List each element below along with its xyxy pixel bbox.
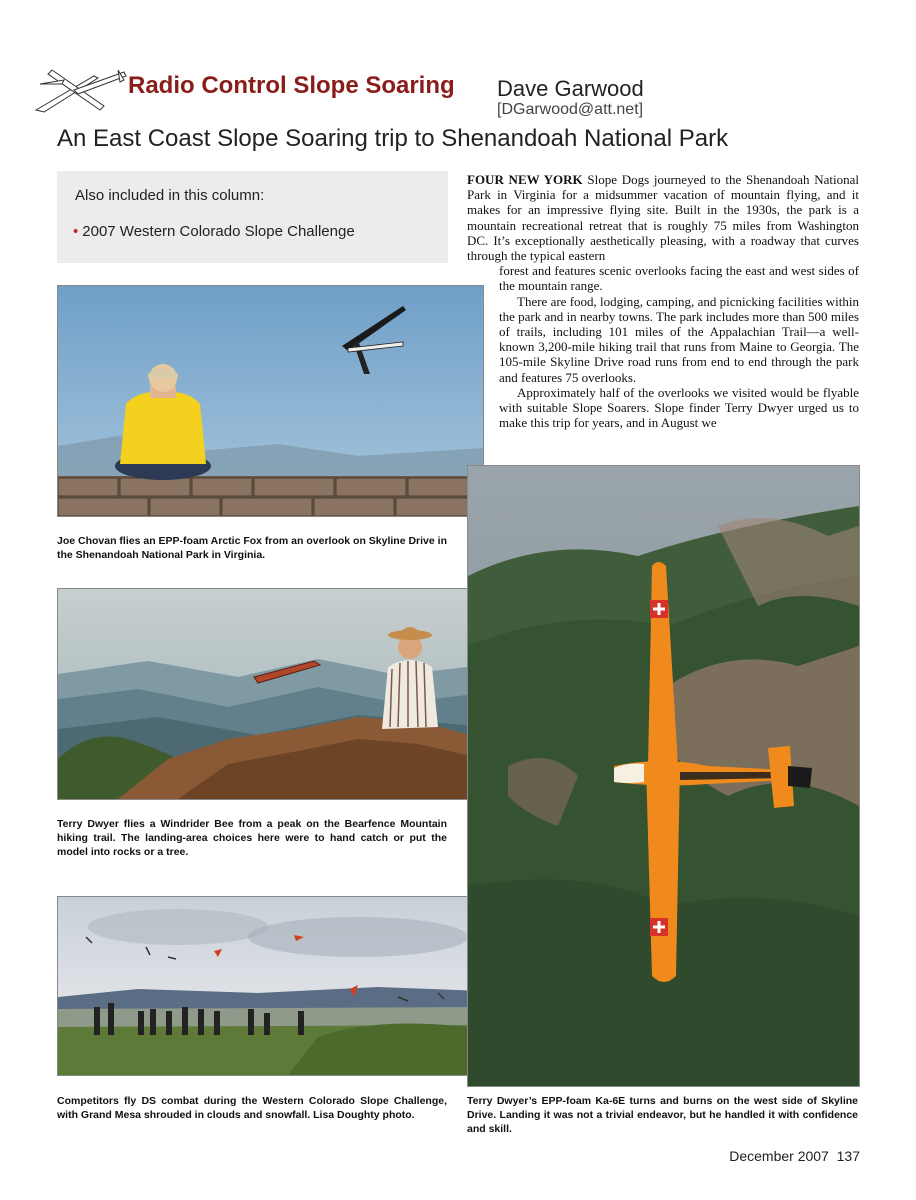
also-included-item bbox=[73, 223, 355, 240]
also-included-heading: Also included in this column: bbox=[75, 187, 265, 204]
issue-date: December 2007 bbox=[729, 1148, 829, 1164]
column-title: Radio Control Slope Soaring bbox=[128, 72, 455, 99]
article-indented-column bbox=[467, 263, 859, 430]
page-footer bbox=[729, 1148, 860, 1164]
photo-bearfence-windrider-bee bbox=[57, 588, 485, 800]
photo-ka6e-glider bbox=[467, 465, 860, 1087]
caption-photo-3: Competitors fly DS combat during the Western Colorado Slope Challenge, with Grand Mesa shrouded in clouds and snowfall. Lisa Doughty photo. bbox=[57, 1095, 447, 1121]
article-paragraph-2: There are food, lodging, camping, and picnicking facilities within the park and in nearby towns. The park includes more than 500 miles of trails, including 101 miles of the Appalachian Trail—a well-known 3,200-mile hiking trail that runs from Maine to Georgia. The 105-mile Skyline Drive road runs from end to end through the park and features 75 overlooks. bbox=[499, 293, 859, 385]
photo-overlook-arctic-fox bbox=[57, 285, 484, 517]
article-paragraph-1-intro: Slope Dogs journeyed to the Shenandoah National Park in Virginia for a midsummer vacation of mountain flying, and it makes for an impressive flying site. Built in the 1930s, the park is a mountain recreational retreat that is roughly 75 miles from Washington DC. It’s exceptionally aesthetically pleasing, with a roadway that curves through the typical eastern bbox=[467, 172, 860, 264]
caption-photo-2: Terry Dwyer flies a Windrider Bee from a peak on the Bearfence Mountain hiking trail. The landing-area choices here were to hand catch or put the model into rocks or a tree. bbox=[57, 818, 447, 858]
glider-logo-icon bbox=[34, 66, 128, 120]
article-paragraph-1-rest: forest and features scenic overlooks facing the east and west sides of the mountain range. bbox=[499, 263, 859, 294]
article-paragraph-1 bbox=[467, 172, 859, 263]
author-name: Dave Garwood bbox=[497, 76, 644, 101]
bullet-icon: • bbox=[73, 223, 79, 240]
caption-photo-4: Terry Dwyer’s EPP-foam Ka-6E turns and burns on the west side of Skyline Drive. Landing it was not a trivial endeavor, but he handled it with confidence and skill. bbox=[467, 1095, 858, 1135]
also-included-box bbox=[57, 171, 448, 263]
article-body bbox=[467, 172, 859, 430]
photo-colorado-ds-combat bbox=[57, 896, 485, 1076]
author-email: [DGarwood@att.net] bbox=[497, 101, 644, 118]
article-lead: FOUR NEW YORK bbox=[467, 172, 583, 187]
article-headline: An East Coast Slope Soaring trip to Shenandoah National Park bbox=[57, 125, 729, 152]
page-number: 137 bbox=[836, 1148, 860, 1164]
article-paragraph-3: Approximately half of the overlooks we visited would be flyable with suitable Slope Soarers. Slope finder Terry Dwyer urged us to make this trip for years, and in August we bbox=[499, 384, 859, 431]
caption-photo-1: Joe Chovan flies an EPP-foam Arctic Fox from an overlook on Skyline Drive in the Shenandoah National Park in Virginia. bbox=[57, 535, 447, 561]
also-included-item-text: 2007 Western Colorado Slope Challenge bbox=[82, 223, 355, 240]
